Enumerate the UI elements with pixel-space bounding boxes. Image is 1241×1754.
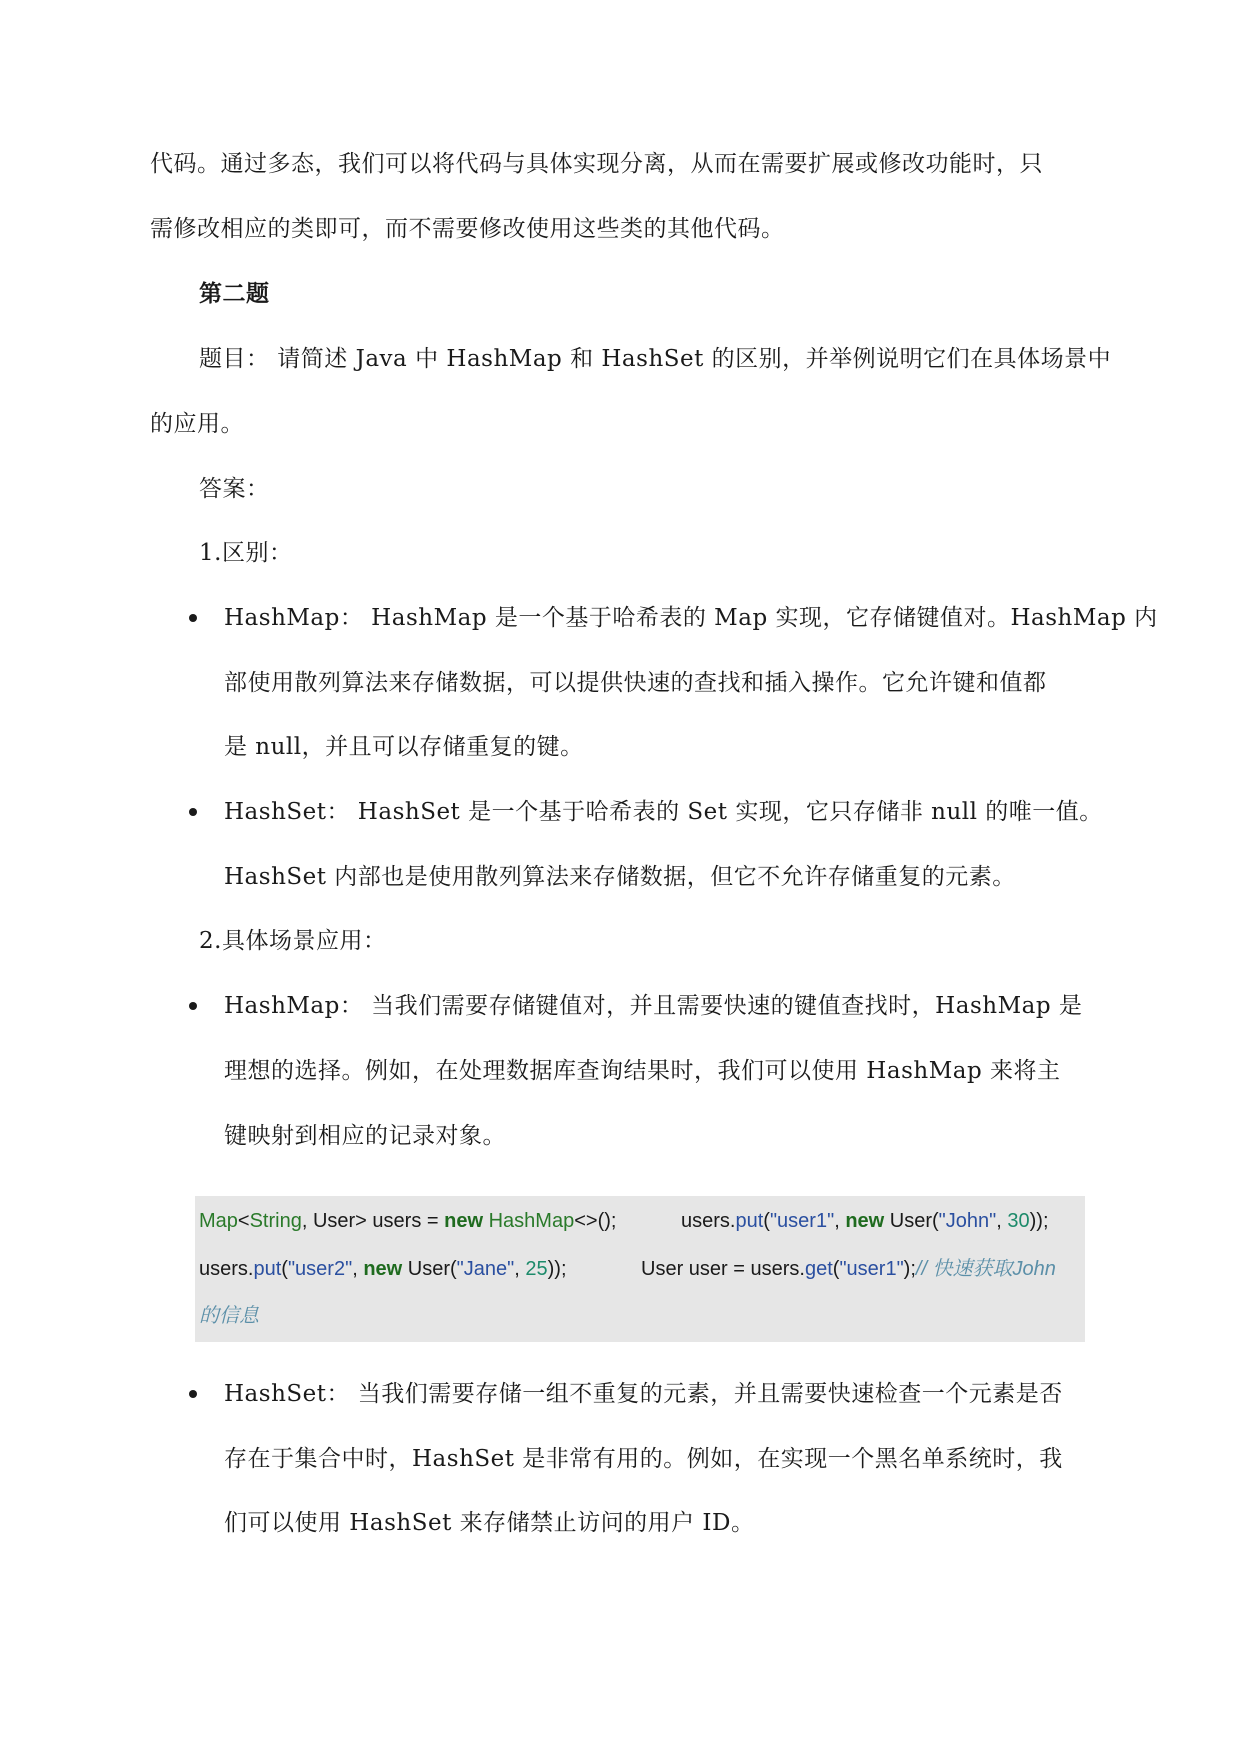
code-token: 25 xyxy=(525,1258,548,1280)
diff-item-hashmap-line-2: 部使用散列算法来存储数据，可以提供快速的查找和插入操作。它允许键和值都 xyxy=(224,670,1047,696)
code-token: new xyxy=(444,1210,484,1232)
question-line-1: 题目： 请简述 Java 中 HashMap 和 HashSet 的区别，并举例说明它们在具体场景中 xyxy=(199,346,1112,372)
bullet-icon xyxy=(189,1390,197,1398)
bullet-icon xyxy=(189,808,197,816)
code-token: , xyxy=(514,1258,526,1280)
section-heading: 第二题 xyxy=(199,280,270,307)
code-token: , User> users = xyxy=(301,1210,445,1232)
intro-line-2: 需修改相应的类即可，而不需要修改使用这些类的其他代码。 xyxy=(150,216,785,242)
bullet-icon xyxy=(189,1002,197,1010)
code-token: "user2" xyxy=(287,1258,353,1280)
code-token: HashMap xyxy=(488,1210,575,1232)
usage-item-hashmap-line-1: HashMap： 当我们需要存储键值对，并且需要快速的键值查找时，HashMap 是 xyxy=(224,993,1083,1019)
code-line-3 xyxy=(199,1303,259,1329)
usage-item-hashset-line-2: 存在于集合中时，HashSet 是非常有用的。例如，在实现一个黑名单系统时，我 xyxy=(224,1446,1063,1472)
code-token: ); xyxy=(903,1258,916,1280)
diff-heading: 1.区别： xyxy=(199,540,293,566)
code-block xyxy=(195,1196,1085,1342)
diff-item-hashmap-line-3: 是 null，并且可以存储重复的键。 xyxy=(224,734,584,760)
code-token: User( xyxy=(884,1210,939,1232)
answer-label: 答案： xyxy=(199,476,270,502)
code-token: ( xyxy=(763,1210,770,1232)
question-line-2: 的应用。 xyxy=(150,411,244,437)
code-token: 30 xyxy=(1007,1210,1030,1232)
code-token: Map xyxy=(199,1210,238,1232)
usage-item-hashset-line-3: 们可以使用 HashSet 来存储禁止访问的用户 ID。 xyxy=(224,1510,755,1536)
code-line-2 xyxy=(199,1256,567,1282)
code-token: <>(); xyxy=(574,1210,617,1232)
code-comment: 的信息 xyxy=(199,1305,259,1327)
code-token: , xyxy=(834,1210,846,1232)
code-token: new xyxy=(363,1258,403,1280)
code-token: users. xyxy=(681,1210,736,1232)
usage-item-hashmap-line-3: 键映射到相应的记录对象。 xyxy=(224,1123,506,1149)
diff-item-hashset-line-2: HashSet 内部也是使用散列算法来存储数据，但它不允许存储重复的元素。 xyxy=(224,864,1016,890)
code-token: User( xyxy=(402,1258,457,1280)
code-token: < xyxy=(237,1210,250,1232)
code-line-2b xyxy=(641,1256,1056,1282)
diff-item-hashset-line-1: HashSet： HashSet 是一个基于哈希表的 Set 实现，它只存储非 null 的唯一值。 xyxy=(224,799,1103,825)
code-token: "John" xyxy=(938,1210,997,1232)
diff-item-hashmap-line-1: HashMap： HashMap 是一个基于哈希表的 Map 实现，它存储键值对。HashMap 内 xyxy=(224,605,1158,631)
code-token: String xyxy=(249,1210,302,1232)
code-token: , xyxy=(352,1258,364,1280)
code-token: "user1" xyxy=(839,1258,904,1280)
intro-line-1: 代码。通过多态，我们可以将代码与具体实现分离，从而在需要扩展或修改功能时，只 xyxy=(150,151,1043,177)
usage-item-hashset-line-1: HashSet： 当我们需要存储一组不重复的元素，并且需要快速检查一个元素是否 xyxy=(224,1381,1063,1407)
code-line-1b xyxy=(681,1208,1049,1234)
code-token: put xyxy=(253,1258,282,1280)
code-comment: // 快速获取John xyxy=(915,1258,1056,1280)
code-token: ( xyxy=(281,1258,288,1280)
bullet-icon xyxy=(189,614,197,622)
code-token: )); xyxy=(547,1258,567,1280)
code-token: )); xyxy=(1029,1210,1049,1232)
code-token: "user1" xyxy=(769,1210,835,1232)
code-line-1 xyxy=(199,1208,616,1234)
code-token: User user = users. xyxy=(641,1258,805,1280)
code-token: users. xyxy=(199,1258,254,1280)
usage-item-hashmap-line-2: 理想的选择。例如，在处理数据库查询结果时，我们可以使用 HashMap 来将主 xyxy=(224,1058,1061,1084)
code-token: put xyxy=(735,1210,764,1232)
code-token: get xyxy=(804,1258,833,1280)
usage-heading: 2.具体场景应用： xyxy=(199,928,387,954)
code-token: "Jane" xyxy=(456,1258,515,1280)
code-token: , xyxy=(996,1210,1008,1232)
code-token: new xyxy=(845,1210,885,1232)
code-token: ( xyxy=(832,1258,840,1280)
